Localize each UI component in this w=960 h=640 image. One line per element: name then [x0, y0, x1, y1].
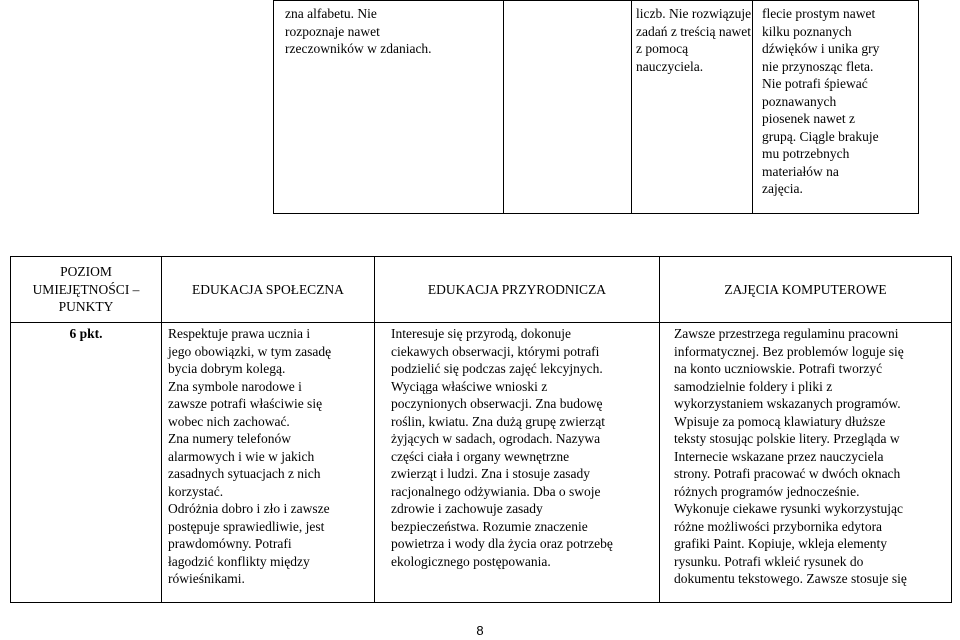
- header-level-cell: [11, 257, 162, 323]
- table-cell: [274, 1, 504, 214]
- header-nature-cell: [375, 257, 660, 323]
- page-number: 8: [476, 623, 484, 638]
- table-cell: [504, 1, 632, 214]
- computer-cell: [660, 323, 952, 603]
- previous-page-table-fragment: [273, 0, 919, 214]
- table-cell: [753, 1, 919, 214]
- computer-description: Zawsze przestrzega regulaminu pracowni informatycznej. Bez problemów loguje się na konto uczniowskie. Potrafi tworzyć samodzielnie foldery i pliki z wykorzystaniem wskazanych programów. Wpisuje za pomocą klawiatury dłuższe teksty stosując polskie litery. Przegląda w Internecie wskazane przez nauczyciela strony. Potrafi pracować w dwóch oknach różnych programów jednocześnie. Wykonuje ciekawe rysunki wykorzystując różne możliwości przybornika edytora grafiki Paint. Kopiuje, wkleja elementy rysunku. Potrafi wkleić rysunek do dokumentu tekstowego. Zawsze stosuje się: [674, 326, 907, 586]
- header-computer-label: ZAJĘCIA KOMPUTEROWE: [724, 281, 887, 297]
- header-nature-label: EDUKACJA PRZYRODNICZA: [427, 281, 607, 297]
- cell-text-music-1pt: flecie prostym nawet kilku poznanych dźwięków i unika gry nie przynosząc fleta. Nie potrafi śpiewać poznawanych piosenek nawet z grupą. Ciągle brakuje mu potrzebnych materiałów na zajęcia.: [762, 6, 880, 196]
- social-description: Respektuje prawa ucznia i jego obowiązki, w tym zasadę bycia dobrym kolegą. Zna symbole narodowe i zawsze potrafi właściwie się wobec nich zachować. Zna numery telefonów alarmowych i wie w jakich zasadnych sytuacjach z nich korzystać. Odróżnia dobro i zło i zawsze postępuje sprawiedliwie, jest prawdomówny. Potrafi łagodzić konflikty między rówieśnikami.: [168, 326, 332, 586]
- nature-cell: [375, 323, 660, 603]
- cell-text-math-1pt: liczb. Nie rozwiązuje zadań z treścią nawet z pomocą nauczyciela.: [636, 6, 752, 74]
- header-social-label: EDUKACJA SPOŁECZNA: [192, 281, 344, 297]
- table-cell: [632, 1, 753, 214]
- cell-text-language-1pt: zna alfabetu. Nie rozpoznaje nawet rzeczowników w zdaniach.: [285, 6, 432, 56]
- header-level-label: POZIOM UMIEJĘTNOŚCI – PUNKTY: [32, 264, 140, 315]
- header-computer-cell: [660, 257, 952, 323]
- table-header-row: [11, 257, 952, 323]
- nature-description: Interesuje się przyrodą, dokonuje ciekawych obserwacji, którymi potrafi podzielić się podczas zajęć lekcyjnych. Wyciąga właściwe wnioski z poczynionych obserwacji. Zna budowę roślin, kwiatu. Zna dużą grupę zwierząt żyjących w sadach, ogrodach. Nazywa części ciała i organy wewnętrzne zwierząt i ludzi. Zna i stosuje zasady racjonalnego odżywiania. Dba o swoje zdrowie i zachowuje zasady bezpieczeństwa. Rozumie znaczenie powietrza i wody dla życia oraz potrzebę ekologicznego postępowania.: [391, 326, 613, 569]
- table-row: [274, 1, 919, 214]
- points-label: 6 pkt.: [69, 326, 103, 341]
- points-cell: [11, 323, 162, 603]
- social-cell: [162, 323, 375, 603]
- skills-assessment-table: [10, 256, 952, 603]
- header-social-cell: [162, 257, 375, 323]
- table-row: [11, 323, 952, 603]
